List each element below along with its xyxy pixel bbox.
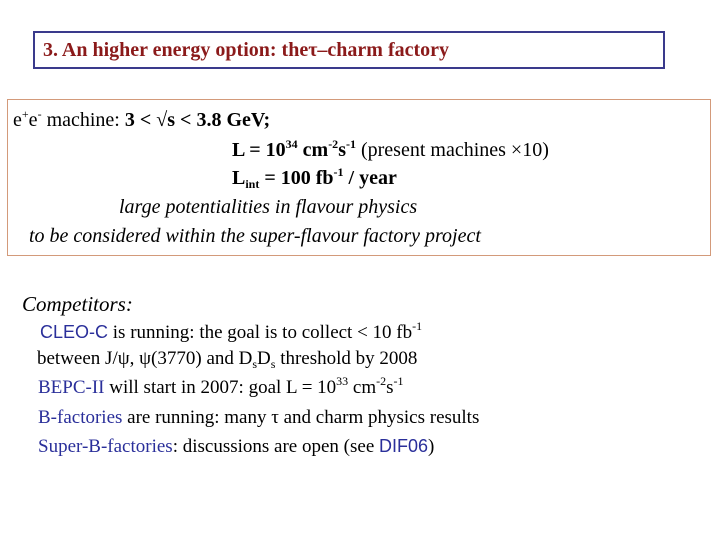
lum-s-exp: -1	[345, 137, 356, 151]
title-prefix: 3. An higher energy option: the	[43, 38, 309, 61]
luminosity-note: (present machines ×10)	[355, 139, 549, 161]
lint-per: / year	[343, 167, 397, 189]
superb-text: : discussions are open (see	[172, 436, 379, 457]
bepc-s: s	[386, 377, 394, 398]
bepc-cm: cm	[348, 377, 377, 398]
plus-sup: +	[21, 107, 29, 121]
range-start: 3 <	[124, 109, 157, 131]
dif06-label: DIF06	[379, 436, 429, 456]
lum-base: L = 10	[232, 139, 286, 161]
lint-sub: int	[245, 177, 260, 191]
lum-exp: 34	[285, 137, 298, 151]
title-dash: –	[317, 38, 328, 61]
cleo2-c: (3770) and D	[151, 348, 253, 369]
cleo2-b: ,	[129, 348, 140, 369]
bfac-a: are running: many	[122, 407, 272, 428]
superb-name: Super-B-factories	[38, 436, 173, 457]
bepc-s-exp: -1	[393, 374, 404, 388]
bfactories-name: B-factories	[38, 407, 123, 428]
superb-close: )	[428, 436, 435, 457]
sqrt-symbol: √	[156, 109, 168, 131]
cleo-name: CLEO-C	[40, 322, 109, 342]
competitors-heading: Competitors:	[22, 292, 133, 316]
luminosity-line	[232, 139, 549, 162]
lint-value: = 100 fb	[259, 167, 334, 189]
psi-2: ψ	[139, 348, 152, 369]
energy-range	[125, 109, 270, 131]
range-end: s < 3.8 GeV;	[167, 109, 271, 131]
cleo-line-2	[37, 348, 417, 370]
lum-cm: cm	[297, 139, 329, 161]
cleo-line	[40, 319, 423, 344]
minus-sup: -	[37, 107, 42, 121]
superb-line	[38, 436, 434, 458]
bepc-exp: 33	[336, 374, 349, 388]
bepc-line	[38, 374, 404, 399]
bepc-name: BEPC-II	[38, 377, 105, 398]
potentialities-line: large potentialities in flavour physics	[119, 196, 418, 218]
lum-s: s	[338, 139, 346, 161]
integrated-lum-line	[232, 167, 397, 190]
bfac-tau: τ	[271, 407, 279, 428]
machine-line	[13, 109, 270, 132]
cleo2-e: threshold by 2008	[275, 348, 418, 369]
ds-sub-1: s	[252, 357, 258, 371]
bfac-b: and charm physics results	[278, 407, 480, 428]
lint-L: L	[232, 167, 246, 189]
cleo2-d: D	[257, 348, 271, 369]
lum-cm-exp: -2	[328, 137, 339, 151]
cleo-text: is running: the goal is to collect < 10 fb	[108, 322, 413, 343]
super-flavour-line: to be considered within the super-flavour factory project	[29, 225, 481, 247]
cleo-exp: -1	[412, 319, 423, 333]
e-label: e	[13, 109, 22, 131]
bepc-text: will start in 2007: goal L = 10	[104, 377, 337, 398]
cleo2-a: between J/	[37, 348, 118, 369]
slide-title	[33, 31, 665, 69]
e-label-2: e	[28, 109, 38, 131]
title-suffix: charm factory	[327, 38, 450, 61]
bfactories-line	[38, 407, 479, 429]
machine-label: machine:	[41, 109, 125, 131]
luminosity-value	[232, 139, 356, 161]
ds-sub-2: s	[270, 357, 276, 371]
title-tau: τ	[308, 38, 318, 61]
psi-1: ψ	[117, 348, 130, 369]
lint-exp: -1	[333, 165, 344, 179]
bepc-cm-exp: -2	[376, 374, 387, 388]
